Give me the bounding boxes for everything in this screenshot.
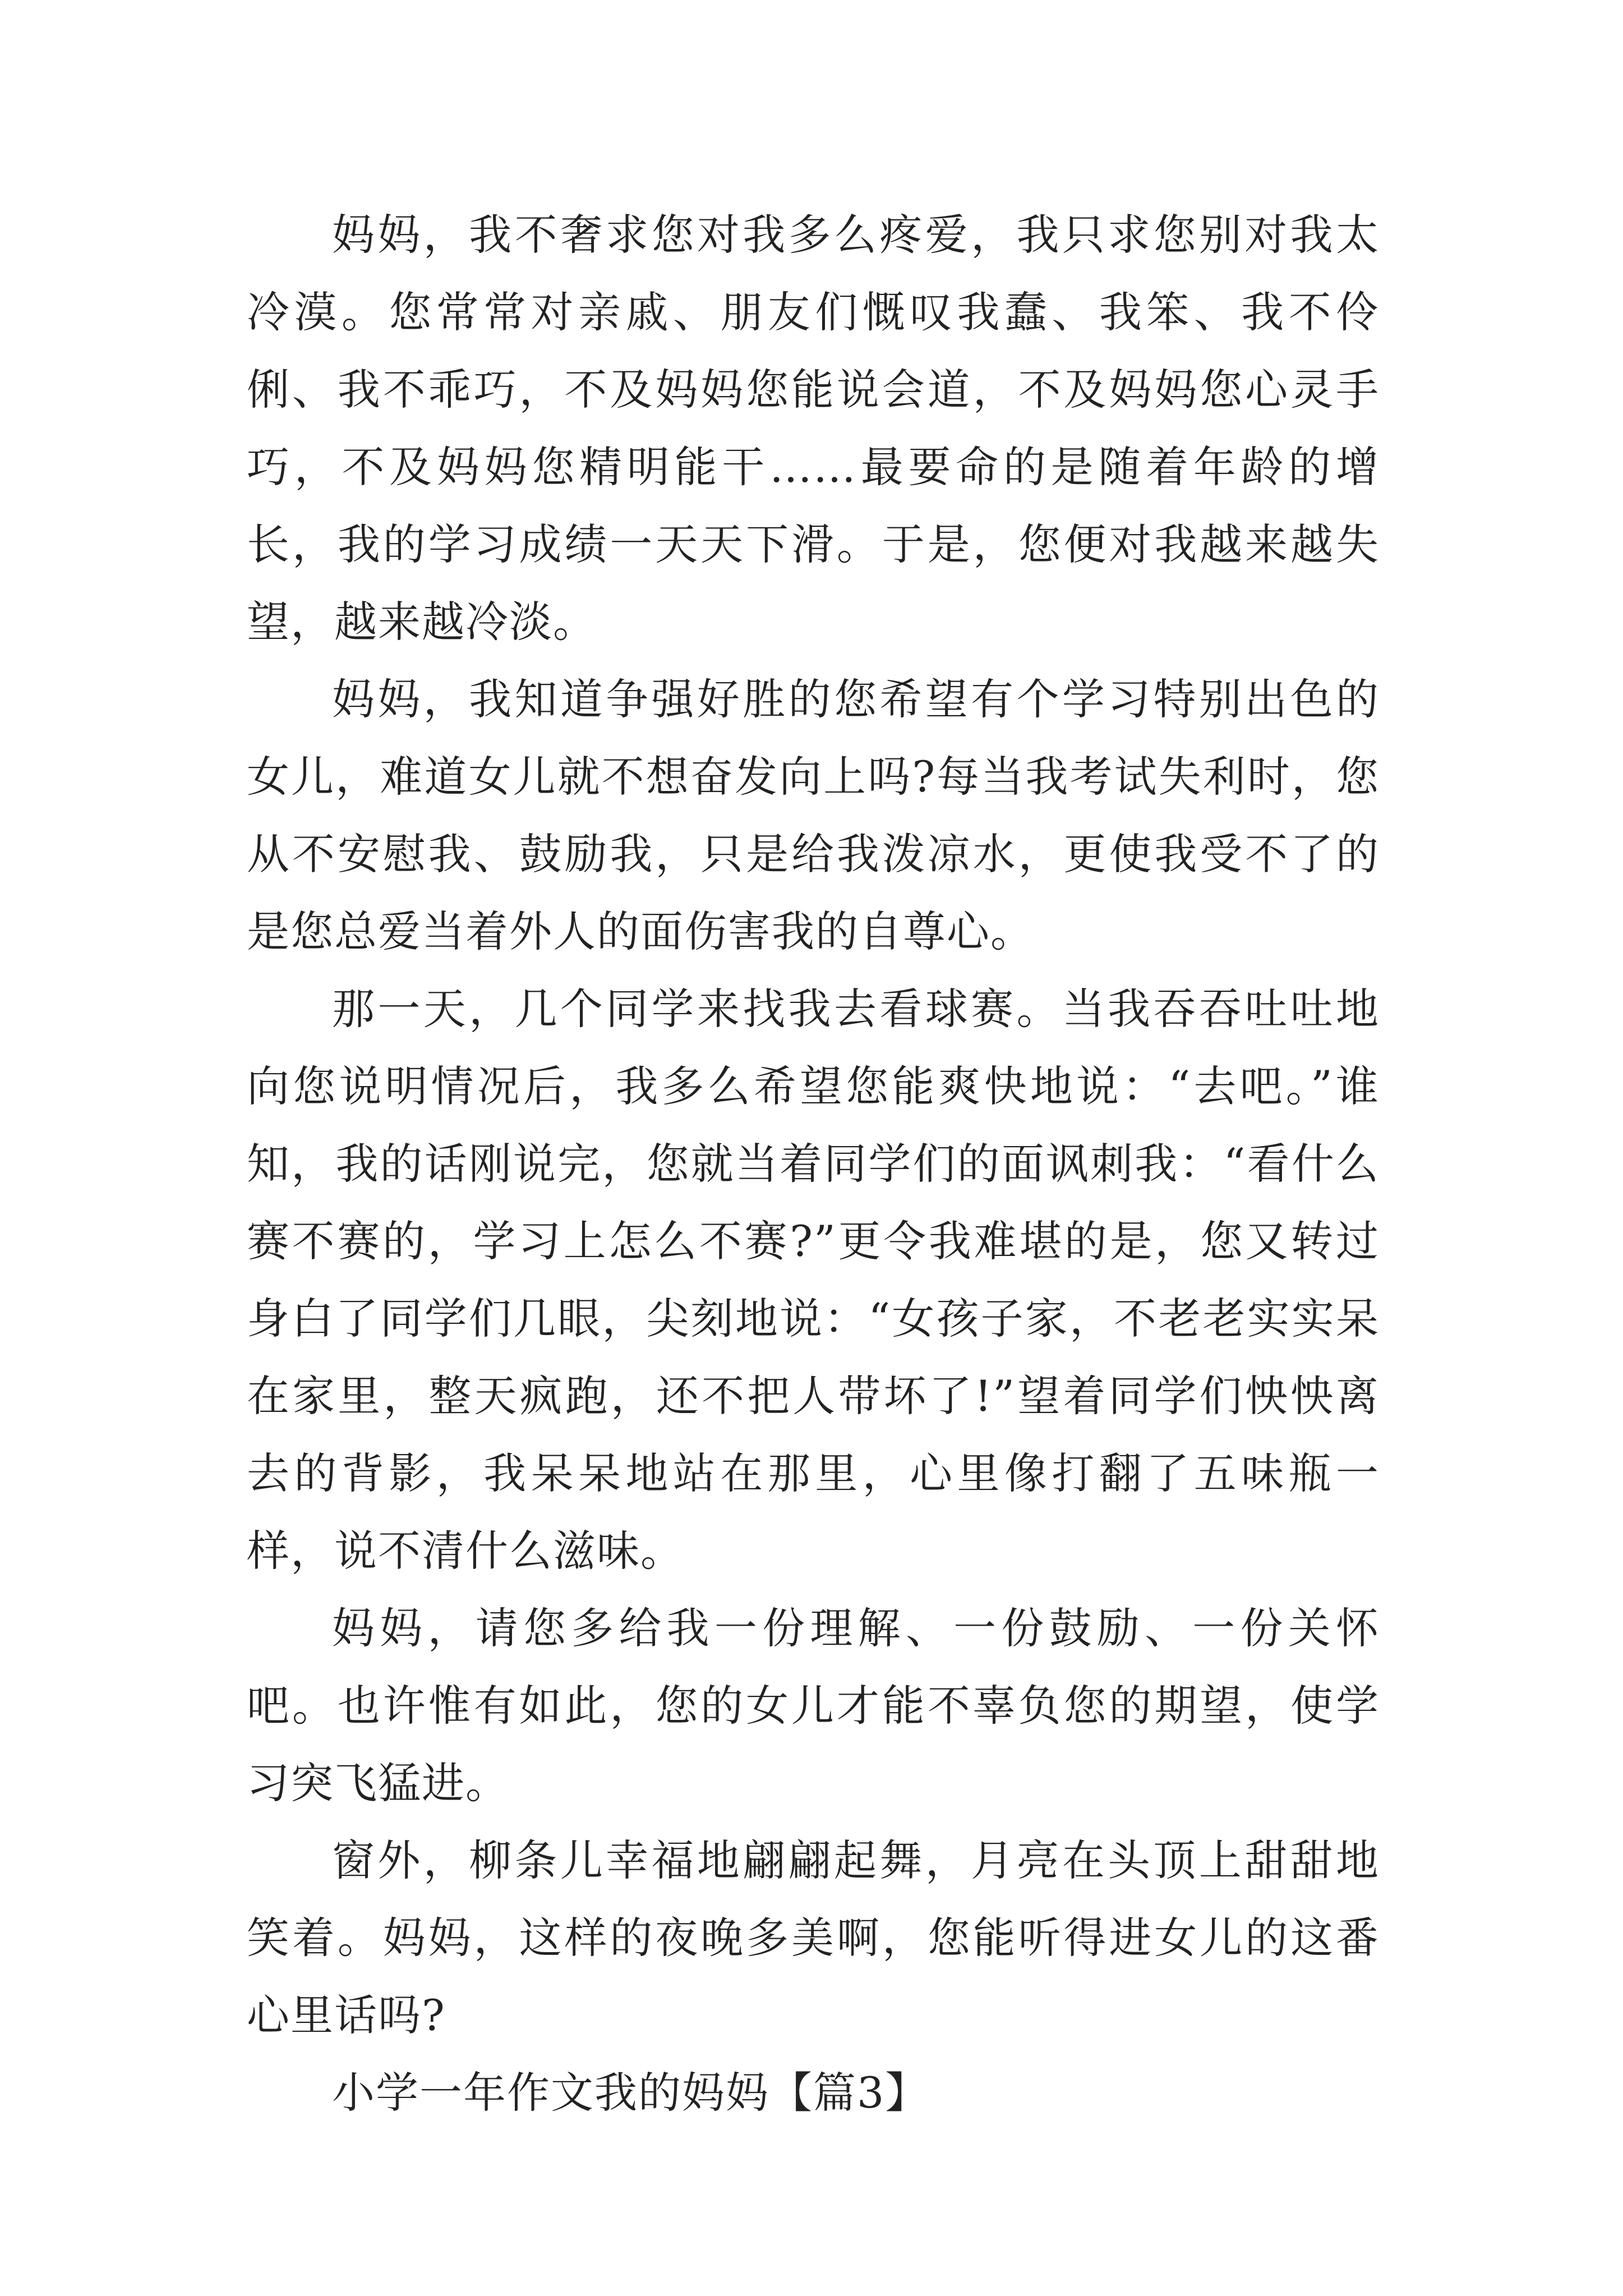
paragraph-2: 妈妈，我知道争强好胜的您希望有个学习特别出色的女儿，难道女儿就不想奋发向上吗?每当我考试失利时，您从不安慰我、鼓励我，只是给我泼凉水，更使我受不了的是您总爱当着外人的面伤害我的自尊心。 [247, 674, 1380, 956]
paragraph-4: 妈妈，请您多给我一份理解、一份鼓励、一份关怀吧。也许惟有如此，您的女儿才能不辜负您的期望，使学习突飞猛进。 [247, 1603, 1380, 1808]
paragraph-5: 窗外，柳条儿幸福地翩翩起舞，月亮在头顶上甜甜地笑着。妈妈，这样的夜晚多美啊，您能听得进女儿的这番心里话吗? [247, 1835, 1380, 2040]
paragraph-1: 妈妈，我不奢求您对我多么疼爱，我只求您别对我太冷漠。您常常对亲戚、朋友们慨叹我蠢、我笨、我不伶俐、我不乖巧，不及妈妈您能说会道，不及妈妈您心灵手巧，不及妈妈您精明能干……最要命的是随着年龄的增长，我的学习成绩一天天下滑。于是，您便对我越来越失望，越来越冷淡。 [247, 210, 1380, 647]
document-page [247, 196, 1380, 2132]
section-heading: 小学一年作文我的妈妈【篇3】 [332, 2068, 929, 2118]
paragraph-3: 那一天，几个同学来找我去看球赛。当我吞吞吐吐地向您说明情况后，我多么希望您能爽快地说：“去吧。”谁知，我的话刚说完，您就当着同学们的面讽刺我：“看什么赛不赛的，学习上怎么不赛?”更令我难堪的是，您又转过身白了同学们几眼，尖刻地说：“女孩子家，不老老实实呆在家里，整天疯跑，还不把人带坏了!”望着同学们怏怏离去的背影，我呆呆地站在那里，心里像打翻了五味瓶一样，说不清什么滋味。 [247, 984, 1380, 1576]
